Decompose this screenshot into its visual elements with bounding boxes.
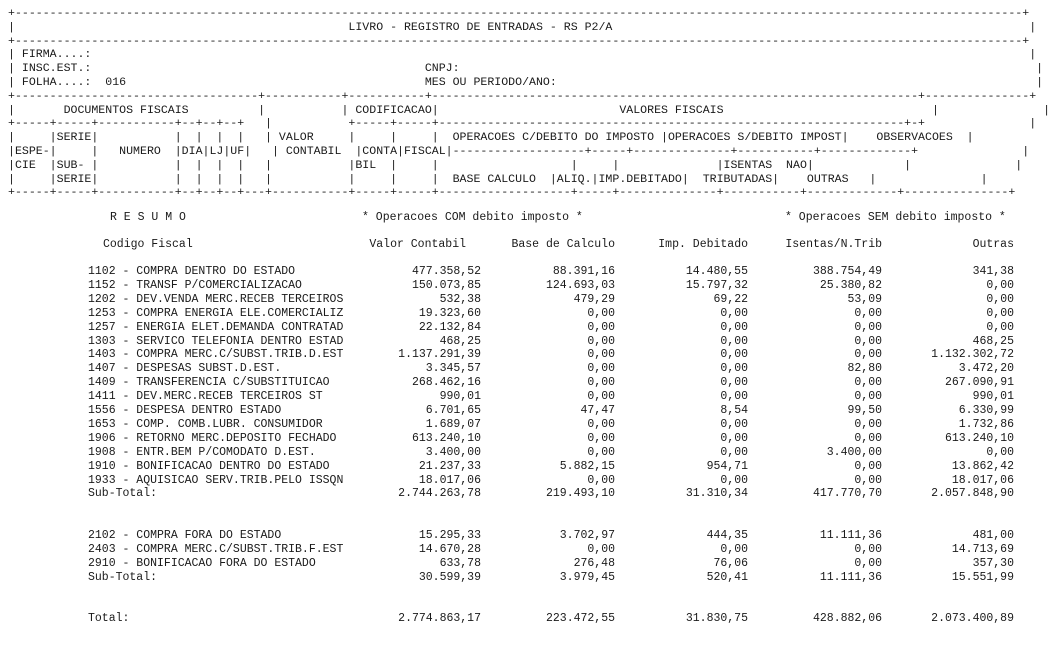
header-line: | |SERIE| | | | | | VALOR | | | OPERACOES C/DEBITO DO IMPOSTO |OPERACOES S/DEBITO IMPOST| OBSERVACOES |: [8, 132, 974, 145]
cell-bc: 0,00: [587, 306, 615, 320]
cell-bc: 124.693,03: [545, 278, 615, 292]
cell-id: 0,00: [720, 348, 748, 362]
header-line: | |SERIE| | | | | | | | | BASE CALCULO |ALIQ.|IMP.DEBITADO| TRIBUTADAS| OUTRAS | |: [8, 173, 988, 186]
cell-ou: 0,00: [986, 320, 1014, 334]
cell-ou: 341,38: [972, 265, 1014, 278]
cell-ou: 267.090,91: [944, 376, 1014, 390]
cell-vc: 19.323,60: [418, 306, 481, 320]
cell-vc: 3.400,00: [425, 445, 481, 459]
cell-ou: 990,01: [972, 390, 1014, 404]
cell-bc: 0,00: [587, 417, 615, 431]
cell-id: 76,06: [713, 556, 748, 570]
cell-vc: 3.345,57: [425, 362, 481, 376]
col-base-calculo: Base de Calculo: [511, 238, 615, 251]
cell-code: 1910 - BONIFICACAO DENTRO DO ESTADO: [88, 459, 330, 473]
cell-ou: 13.862,42: [951, 459, 1014, 473]
cell-bc: 88.391,16: [552, 265, 615, 278]
cell-code: 1102 - COMPRA DENTRO DO ESTADO: [88, 265, 296, 278]
table-row: [0, 293, 1058, 307]
cell-id: 69,22: [713, 292, 748, 306]
table-row: [0, 321, 1058, 335]
cell-is: 0,00: [854, 459, 882, 473]
cell-vc: 15.295,33: [418, 529, 481, 542]
cell-ou: 6.330,99: [958, 404, 1014, 417]
cell-vc: 6.701,65: [425, 404, 481, 417]
cell-id: 31.310,34: [685, 487, 748, 501]
cell-code: 1411 - DEV.MERC.RECEB TERCEIROS ST: [88, 390, 323, 404]
cell-is: 0,00: [854, 306, 882, 320]
cell-code: 1253 - COMPRA ENERGIA ELE.COMERCIALIZ: [88, 306, 344, 320]
cell-id: 0,00: [720, 334, 748, 348]
cell-ou: 357,30: [972, 556, 1014, 570]
cell-code: 2102 - COMPRA FORA DO ESTADO: [88, 529, 282, 542]
cell-vc: 268.462,16: [411, 376, 481, 390]
cell-bc: 0,00: [587, 320, 615, 334]
cell-ou: 14.713,69: [951, 542, 1014, 556]
header-line: | LIVRO - REGISTRO DE ENTRADAS - RS P2/A |: [8, 21, 1037, 34]
cell-code: 1906 - RETORNO MERC.DEPOSITO FECHADO: [88, 431, 337, 445]
cell-vc: 990,01: [439, 390, 481, 404]
cell-id: 520,41: [706, 570, 748, 584]
cell-id: 0,00: [720, 362, 748, 376]
cell-code: 1908 - ENTR.BEM P/COMODATO D.EST.: [88, 445, 316, 459]
col-imp-debitado: Imp. Debitado: [658, 238, 748, 251]
cell-ou: 15.551,99: [951, 570, 1014, 584]
cell-is: 0,00: [854, 431, 882, 445]
subtotal-row: [0, 571, 1058, 585]
cell-vc: 532,38: [439, 292, 481, 306]
cell-id: 0,00: [720, 376, 748, 390]
header-line: +-----------------------------------+-----------+-----------+----------------------------------------------------------------------+---------------+: [8, 90, 1037, 103]
cell-vc: 150.073,85: [411, 278, 481, 292]
cell-vc: 1.137.291,39: [398, 348, 481, 362]
table-row: [0, 265, 1058, 279]
cell-code: 1152 - TRANSF P/COMERCIALIZACAO: [88, 278, 302, 292]
cell-bc: 0,00: [587, 390, 615, 404]
table-row: [0, 529, 1058, 543]
resumo-title: R E S U M O: [110, 211, 186, 224]
cell-bc: 0,00: [587, 445, 615, 459]
cell-id: 0,00: [720, 306, 748, 320]
cell-vc: 1.689,07: [425, 417, 481, 431]
cell-code: 1202 - DEV.VENDA MERC.RECEB TERCEIROS: [88, 292, 344, 306]
cell-code: 2910 - BONIFICACAO FORA DO ESTADO: [88, 556, 316, 570]
table-row: [0, 557, 1058, 571]
cell-is: 388.754,49: [812, 265, 882, 278]
cell-bc: 3.702,97: [559, 529, 615, 542]
cell-code: Total:: [88, 612, 130, 625]
cell-ou: 0,00: [986, 292, 1014, 306]
cell-ou: 18.017,06: [951, 473, 1014, 487]
cell-bc: 0,00: [587, 473, 615, 487]
cell-bc: 479,29: [573, 292, 615, 306]
header-line: | FOLHA....: 016 MES OU PERIODO/ANO: |: [8, 77, 1044, 89]
cell-bc: 223.472,55: [545, 612, 615, 625]
header-line: | INSC.EST.: CNPJ: |: [8, 63, 1044, 76]
cell-code: Sub-Total:: [88, 570, 158, 584]
cell-vc: 633,78: [439, 556, 481, 570]
table-row: [0, 376, 1058, 390]
cell-is: 0,00: [854, 390, 882, 404]
header-line: | DOCUMENTOS FISCAIS | | CODIFICACAO| VALORES FISCAIS | |: [8, 104, 1051, 117]
cell-ou: 613.240,10: [944, 431, 1014, 445]
cell-is: 0,00: [854, 556, 882, 570]
cell-is: 99,50: [847, 404, 882, 417]
total-row: [0, 612, 1058, 626]
cell-id: 444,35: [706, 529, 748, 542]
col-valor-contabil: Valor Contabil: [369, 238, 466, 251]
cell-vc: 18.017,06: [418, 473, 481, 487]
cell-vc: 613.240,10: [411, 431, 481, 445]
cell-is: 0,00: [854, 473, 882, 487]
subtotal-row: [0, 487, 1058, 501]
table-row: [0, 390, 1058, 404]
cell-code: 1556 - DESPESA DENTRO ESTADO: [88, 404, 282, 417]
cell-is: 11.111,36: [819, 570, 882, 584]
cell-is: 82,80: [847, 362, 882, 376]
header-line: |ESPE-| | NUMERO |DIA|LJ|UF| | CONTABIL |CONTA|FISCAL|-------------------+-----+--------------+-----------+-------------+ |: [8, 146, 1030, 158]
cell-is: 25.380,82: [819, 278, 882, 292]
cell-ou: 2.073.400,89: [931, 612, 1014, 625]
table-row: [0, 432, 1058, 446]
cell-bc: 0,00: [587, 542, 615, 556]
cell-id: 0,00: [720, 417, 748, 431]
cell-id: 0,00: [720, 542, 748, 556]
cell-bc: 47,47: [580, 404, 615, 417]
cell-is: 428.882,06: [812, 612, 882, 625]
cell-vc: 22.132,84: [418, 320, 481, 334]
cell-id: 15.797,32: [685, 278, 748, 292]
cell-id: 31.830,75: [685, 612, 748, 625]
cell-bc: 0,00: [587, 362, 615, 376]
table-row: [0, 404, 1058, 418]
cell-vc: 14.670,28: [418, 542, 481, 556]
header-line: | FIRMA....: |: [8, 49, 1037, 62]
header-line: |CIE |SUB- | | | | | | |BIL | | | | |ISENTAS NAO| | |: [8, 159, 1023, 172]
cell-code: 1403 - COMPRA MERC.C/SUBST.TRIB.D.EST: [88, 348, 344, 362]
cell-ou: 1.132.302,72: [931, 348, 1014, 362]
cell-code: 1407 - DESPESAS SUBST.D.EST.: [88, 362, 282, 376]
header-line: +-------------------------------------------------------------------------------------------------------------------------------------------------+: [8, 8, 1030, 20]
cell-ou: 2.057.848,90: [931, 487, 1014, 501]
cell-bc: 219.493,10: [545, 487, 615, 501]
table-row: [0, 460, 1058, 474]
cell-bc: 0,00: [587, 431, 615, 445]
cell-code: 1933 - AQUISICAO SERV.TRIB.PELO ISSQN: [88, 473, 344, 487]
cell-is: 417.770,70: [812, 487, 882, 501]
cell-code: 2403 - COMPRA MERC.C/SUBST.TRIB.F.EST: [88, 542, 344, 556]
cell-id: 0,00: [720, 473, 748, 487]
cell-id: 0,00: [720, 445, 748, 459]
cell-bc: 5.882,15: [559, 459, 615, 473]
table-row: [0, 307, 1058, 321]
table-row: [0, 279, 1058, 293]
cell-id: 0,00: [720, 431, 748, 445]
col-isentas: Isentas/N.Trib: [785, 238, 882, 251]
col-outras: Outras: [972, 238, 1014, 251]
cell-bc: 3.979,45: [559, 570, 615, 584]
com-debito-heading: * Operacoes COM debito imposto *: [362, 211, 583, 224]
header-line: +-----+-----+-----------+--+--+--+ | +-----+-----+-------------------------------------------------------------------+-+ |: [8, 118, 1037, 131]
cell-is: 0,00: [854, 417, 882, 431]
cell-is: 0,00: [854, 376, 882, 390]
cell-ou: 0,00: [986, 306, 1014, 320]
cell-id: 0,00: [720, 390, 748, 404]
cell-ou: 3.472,20: [958, 362, 1014, 376]
table-row: [0, 362, 1058, 376]
cell-is: 0,00: [854, 334, 882, 348]
table-row: [0, 335, 1058, 349]
cell-id: 954,71: [706, 459, 748, 473]
cell-bc: 0,00: [587, 334, 615, 348]
cell-ou: 0,00: [986, 445, 1014, 459]
cell-code: 1409 - TRANSFERENCIA C/SUBSTITUICAO: [88, 376, 330, 390]
cell-code: 1653 - COMP. COMB.LUBR. CONSUMIDOR: [88, 417, 323, 431]
cell-id: 8,54: [720, 404, 748, 417]
sem-debito-heading: * Operacoes SEM debito imposto *: [785, 211, 1006, 224]
table-row: [0, 446, 1058, 460]
cell-ou: 468,25: [972, 334, 1014, 348]
table-row: [0, 348, 1058, 362]
cell-id: 14.480,55: [685, 265, 748, 278]
cell-vc: 30.599,39: [418, 570, 481, 584]
cell-vc: 2.744.263,78: [398, 487, 481, 501]
cell-ou: 481,00: [972, 529, 1014, 542]
col-codigo-fiscal: Codigo Fiscal: [103, 238, 193, 251]
cell-code: Sub-Total:: [88, 487, 158, 501]
cell-is: 53,09: [847, 292, 882, 306]
cell-vc: 2.774.863,17: [398, 612, 481, 625]
cell-bc: 276,48: [573, 556, 615, 570]
cell-bc: 0,00: [587, 348, 615, 362]
cell-is: 11.111,36: [819, 529, 882, 542]
cell-vc: 468,25: [439, 334, 481, 348]
table-row: [0, 418, 1058, 432]
cell-bc: 0,00: [587, 376, 615, 390]
cell-vc: 477.358,52: [411, 265, 481, 278]
cell-is: 0,00: [854, 320, 882, 334]
table-row: [0, 543, 1058, 557]
cell-vc: 21.237,33: [418, 459, 481, 473]
cell-code: 1303 - SERVICO TELEFONIA DENTRO ESTAD: [88, 334, 344, 348]
cell-is: 0,00: [854, 348, 882, 362]
cell-ou: 0,00: [986, 278, 1014, 292]
cell-code: 1257 - ENERGIA ELET.DEMANDA CONTRATAD: [88, 320, 344, 334]
table-row: [0, 474, 1058, 488]
cell-ou: 1.732,86: [958, 417, 1014, 431]
cell-is: 0,00: [854, 542, 882, 556]
cell-id: 0,00: [720, 320, 748, 334]
header-line: +-----+-----+-----------+--+--+--+---+-----------+-----+-----+-------------------+-----+--------------+-----------+-------------+---------------+: [8, 187, 1016, 200]
header-line: +-------------------------------------------------------------------------------------------------------------------------------------------------+: [8, 35, 1030, 48]
cell-is: 3.400,00: [826, 445, 882, 459]
